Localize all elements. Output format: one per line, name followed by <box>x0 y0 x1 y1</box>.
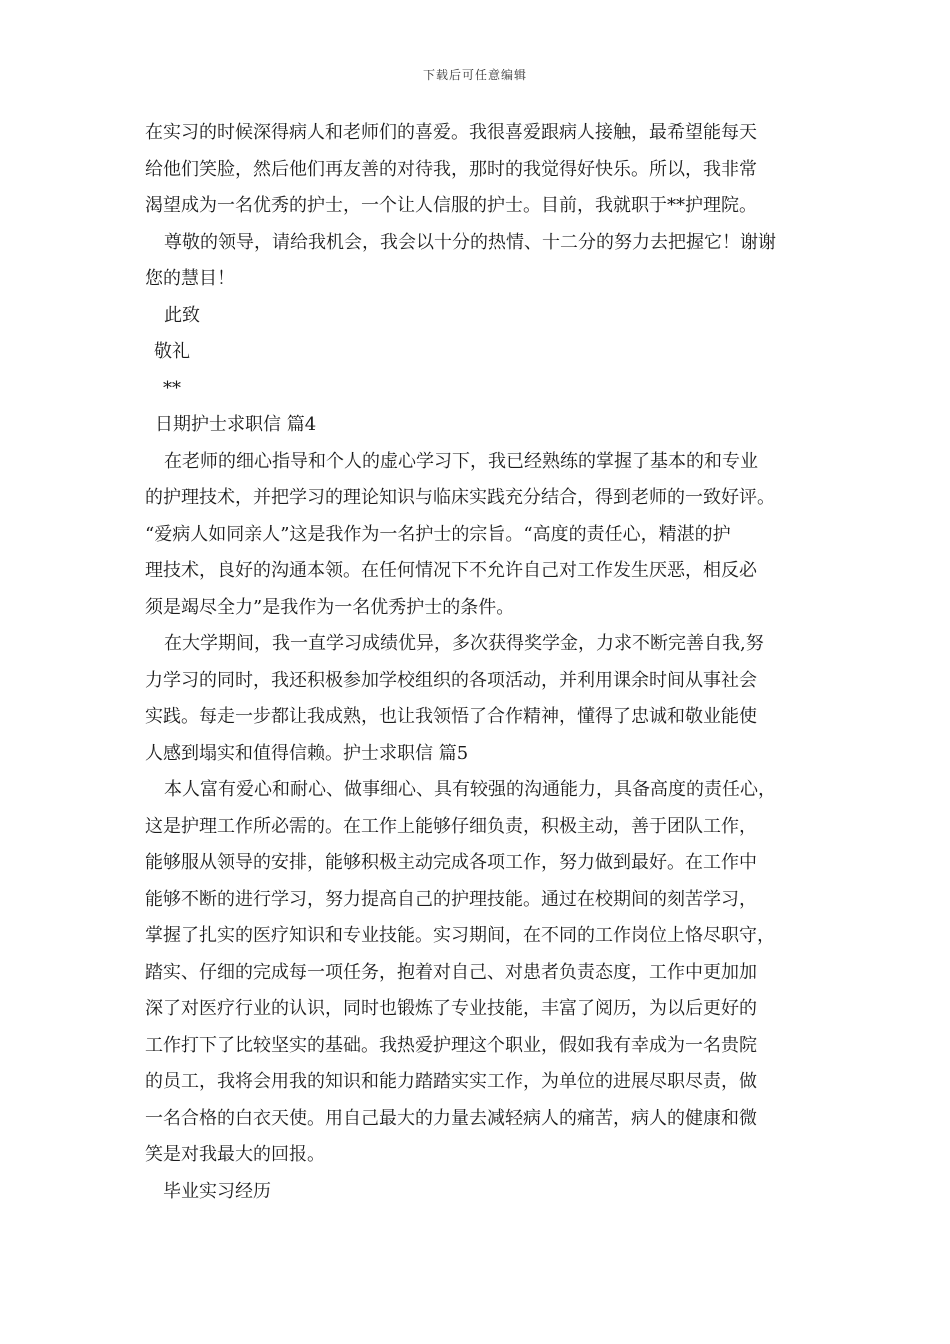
paragraph-line: 的护理技术，并把学习的理论知识与临床实践充分结合，得到老师的一致好评。 <box>145 487 775 508</box>
paragraph-line: 力学习的同时，我还积极参加学校组织的各项活动，并利用课余时间从事社会 <box>145 669 757 691</box>
paragraph-line: 的员工，我将会用我的知识和能力踏踏实实工作，为单位的进展尽职尽责，做 <box>145 1071 757 1092</box>
paragraph-line: 能够服从领导的安排，能够积极主动完成各项工作，努力做到最好。在工作中 <box>145 852 757 873</box>
paragraph-line: 这是护理工作所必需的。在工作上能够仔细负责，积极主动，善于团队工作， <box>145 815 757 837</box>
signature-line: ** <box>163 377 181 399</box>
paragraph-line: 工作打下了比较坚实的基础。我热爱护理这个职业，假如我有幸成为一名贵院 <box>145 1034 757 1056</box>
paragraph-line: 深了对医疗行业的认识，同时也锻炼了专业技能，丰富了阅历，为以后更好的 <box>145 998 757 1019</box>
paragraph-line: 笑是对我最大的回报。 <box>145 1144 325 1165</box>
paragraph-line: 实践。每走一步都让我成熟，也让我领悟了合作精神，懂得了忠诚和敬业能使 <box>145 706 757 727</box>
paragraph-line: 人感到塌实和值得信赖。护士求职信 篇5 <box>145 742 469 764</box>
paragraph-line: 踏实、仔细的完成每一项任务，抱着对自己、对患者负责态度，工作中更加加 <box>145 961 757 983</box>
document-body <box>145 115 825 1210</box>
paragraph-line: 能够不断的进行学习，努力提高自己的护理技能。通过在校期间的刻苦学习， <box>145 888 757 910</box>
section-heading: 毕业实习经历 <box>163 1180 271 1202</box>
paragraph-line: “爱病人如同亲人”这是我作为一名护士的宗旨。“高度的责任心，精湛的护 <box>145 523 731 545</box>
paragraph-line: 理技术，良好的沟通本领。在任何情况下不允许自己对工作发生厌恶，相反必 <box>145 560 757 581</box>
paragraph-line: 在老师的细心指导和个人的虚心学习下，我已经熟练的掌握了基本的和专业 <box>164 450 758 472</box>
paragraph-line: 掌握了扎实的医疗知识和专业技能。实习期间，在不同的工作岗位上恪尽职守， <box>145 925 775 946</box>
paragraph-line: 在实习的时候深得病人和老师们的喜爱。我很喜爱跟病人接触，最希望能每天 <box>145 122 757 143</box>
paragraph-line: 在大学期间，我一直学习成绩优异，多次获得奖学金，力求不断完善自我,努 <box>164 633 764 654</box>
download-note: 下载后可任意编辑 <box>422 68 527 82</box>
paragraph-line: 一名合格的白衣天使。用自己最大的力量去减轻病人的痛苦，病人的健康和微 <box>145 1107 757 1129</box>
paragraph-line: 须是竭尽全力”是我作为一名优秀护士的条件。 <box>145 596 515 618</box>
closing-regards: 敬礼 <box>154 341 190 362</box>
paragraph-line: 给他们笑脸，然后他们再友善的对待我，那时的我觉得好快乐。所以，我非常 <box>145 158 757 180</box>
paragraph-line: 本人富有爱心和耐心、做事细心、具有较强的沟通能力，具备高度的责任心， <box>164 779 776 800</box>
paragraph-line: 您的慧目！ <box>145 268 235 289</box>
section-heading: 日期护士求职信 篇4 <box>155 414 317 435</box>
paragraph-line: 渴望成为一名优秀的护士，一个让人信服的护士。目前，我就职于**护理院。 <box>145 195 757 216</box>
closing-salutation: 此致 <box>164 304 200 326</box>
paragraph-line: 尊敬的领导，请给我机会，我会以十分的热情、十二分的努力去把握它！谢谢 <box>164 231 776 253</box>
